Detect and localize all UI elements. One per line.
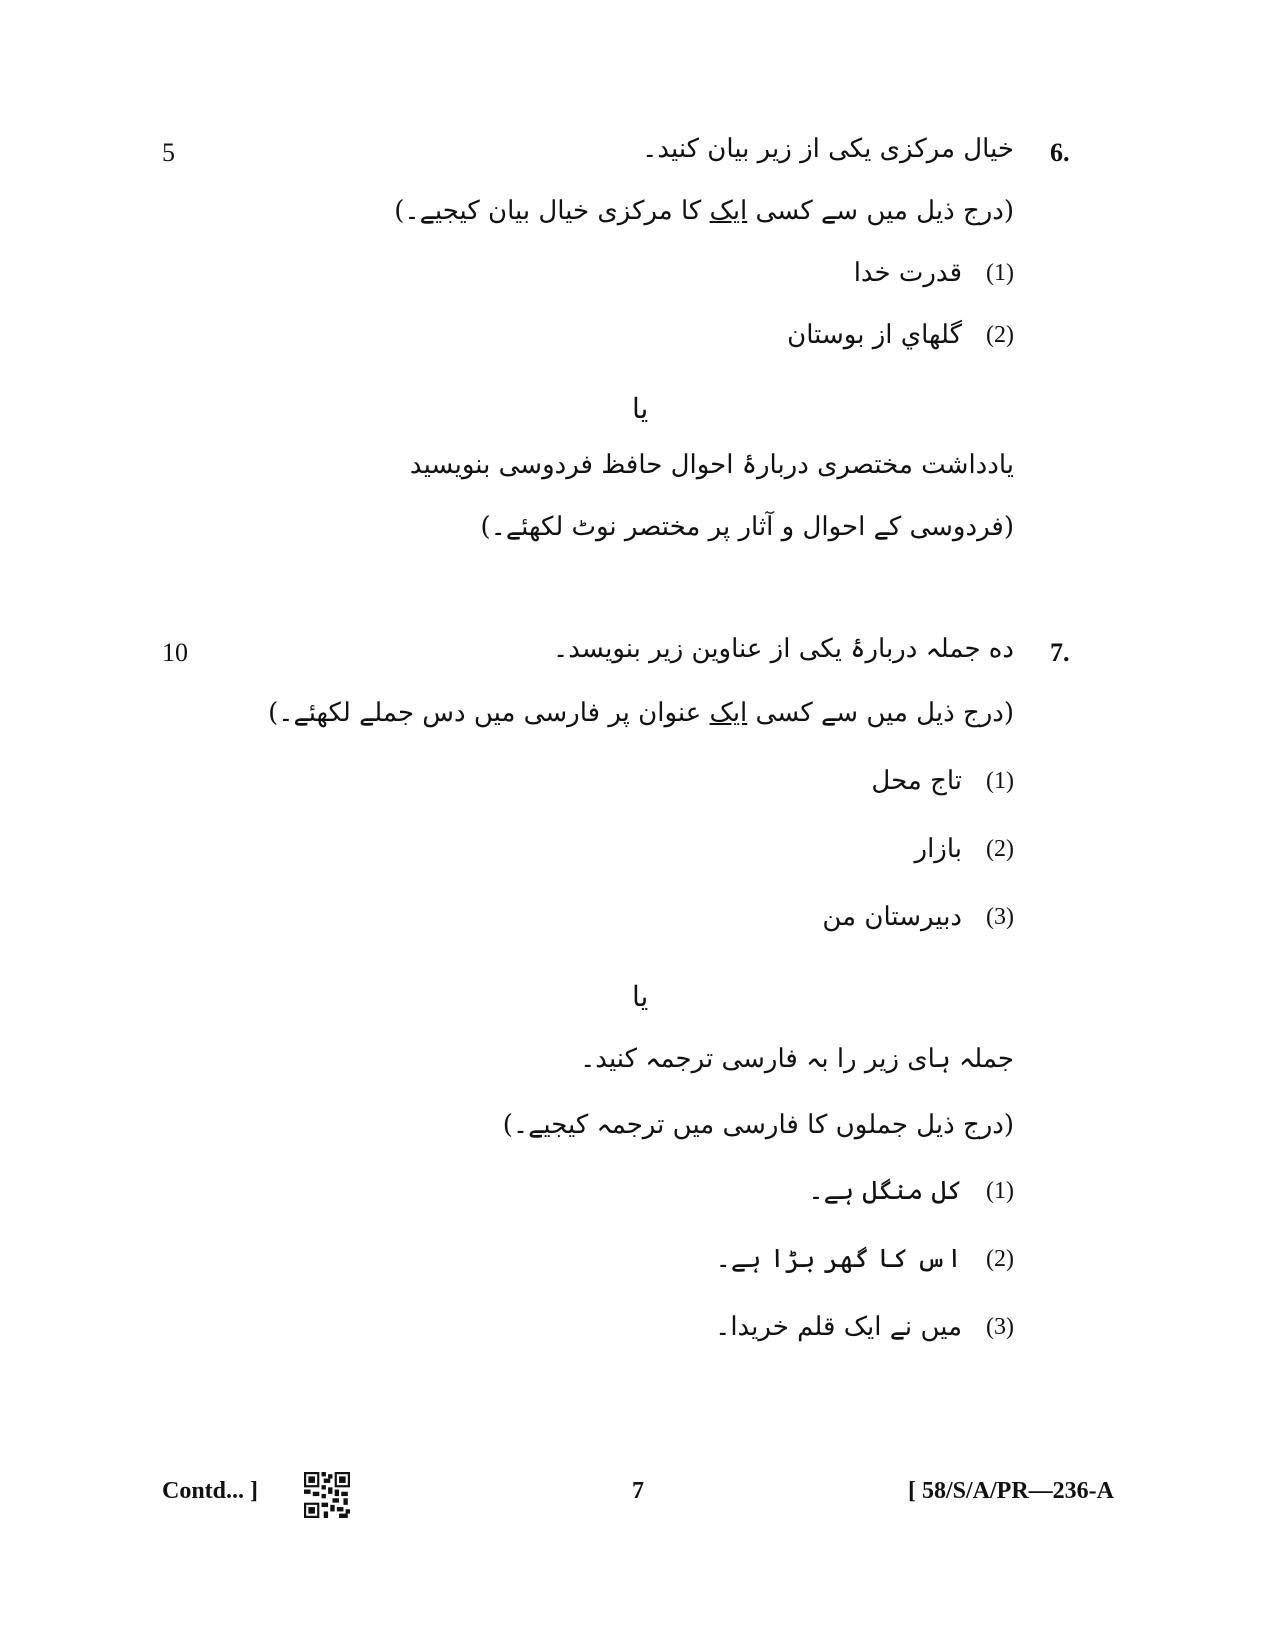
q6-number: 6.: [1050, 138, 1070, 167]
q7-alt-option-1-text: کل منگل ہے۔: [808, 1176, 963, 1206]
q7-option-3: [822, 902, 1014, 932]
q6-marks: 5: [162, 138, 175, 167]
q7-alt-option-2: [716, 1244, 1014, 1274]
qr-code-icon: [304, 1472, 350, 1518]
q6-alt-heading: یادداشت مختصری دربارۂ احوال حافظ فردوسی بنویسید: [409, 450, 1014, 480]
q6-heading: خیال مرکزی یکی از زیر بیان کنید۔: [642, 134, 1014, 164]
q7-option-2-text: بازار: [914, 834, 963, 864]
q7-option-1-text: تاج محل: [871, 766, 963, 796]
q7-alt-option-3-text: میں نے ایک قلم خریدا۔: [715, 1312, 963, 1342]
q7-number: 7.: [1050, 638, 1070, 667]
q7-option-1-number: (1): [986, 767, 1014, 794]
q6-instruction-pre: (درج ذیل میں سے کسی: [755, 196, 1014, 226]
q6-instruction: [394, 196, 1014, 226]
q6-option-1-text: قدرت خدا: [853, 258, 963, 288]
q7-or: یا: [632, 980, 649, 1013]
q6-alt-instruction: (فردوسی کے احوال و آثار پر مختصر نوٹ لکھئے۔): [480, 512, 1014, 542]
footer-contd: Contd... ]: [162, 1478, 259, 1504]
q7-option-2-number: (2): [986, 835, 1014, 862]
q7-option-2: [915, 834, 1014, 864]
q7-instruction: [268, 698, 1014, 728]
q7-alt-option-1: [808, 1176, 1014, 1206]
q6-option-2-number: (2): [986, 321, 1014, 348]
q7-instruction-ek: ایک: [709, 698, 748, 728]
q7-option-1: [871, 766, 1014, 796]
q6-instruction-ek: ایک: [709, 196, 748, 226]
q7-alt-heading: جملہ ہای زیر را بہ فارسی ترجمہ کنید۔: [580, 1044, 1014, 1074]
q7-instruction-pre: (درج ذیل میں سے کسی: [755, 698, 1014, 728]
q7-heading: ده جملہ دربارۂ یکی از عناوین زیر بنویسد۔: [553, 634, 1014, 664]
q7-alt-option-3-number: (3): [986, 1313, 1014, 1340]
q7-alt-option-1-number: (1): [986, 1177, 1014, 1204]
q7-alt-option-3: [715, 1312, 1014, 1342]
q6-option-2-text: گلھاي از بوستان: [787, 320, 963, 350]
q7-marks: 10: [162, 638, 188, 667]
footer-page-number: 7: [632, 1478, 644, 1504]
q7-instruction-post: عنوان پر فارسی میں دس جملے لکھئے۔): [268, 698, 702, 728]
q7-alt-option-2-number: (2): [986, 1245, 1014, 1272]
q6-or: یا: [632, 392, 649, 425]
q6-option-2: [787, 320, 1014, 350]
q7-alt-option-2-text: اس کا گھر بڑا ہے۔: [715, 1244, 963, 1274]
q6-option-1: [854, 258, 1014, 288]
q6-option-1-number: (1): [986, 259, 1014, 286]
q7-option-3-text: دبیرستان من: [822, 902, 963, 932]
q6-instruction-post: کا مرکزی خیال بیان کیجیے۔): [394, 196, 702, 226]
q7-alt-instruction: (درج ذیل جملوں کا فارسی میں ترجمہ کیجیے۔): [502, 1110, 1014, 1140]
footer-paper-code: [ 58/S/A/PR—236-A: [908, 1478, 1114, 1504]
q7-option-3-number: (3): [986, 903, 1014, 930]
